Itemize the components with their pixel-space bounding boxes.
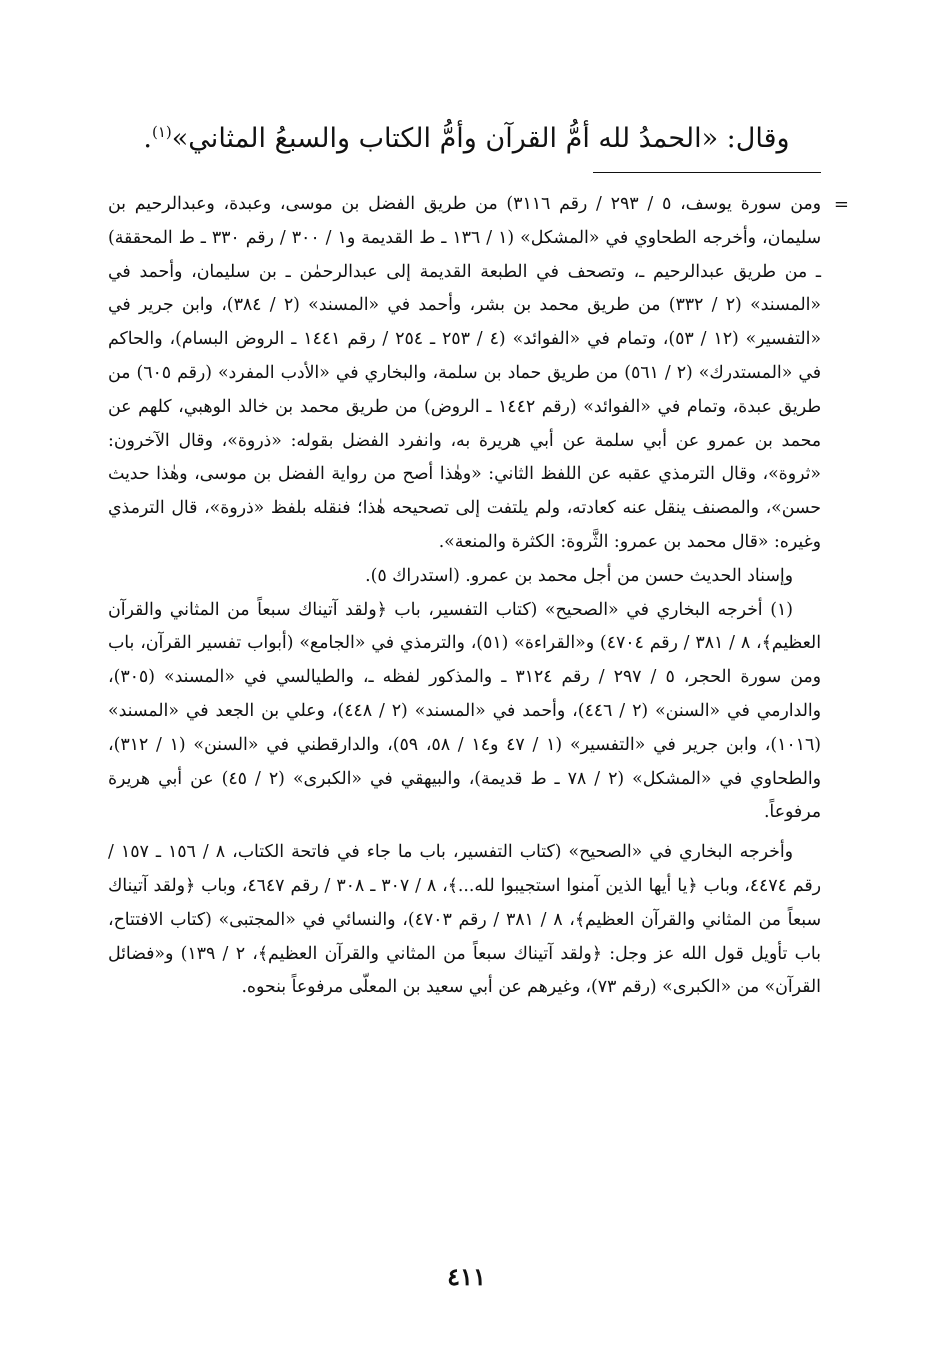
footnote-reference: (١) xyxy=(152,123,172,141)
footnotes xyxy=(108,188,849,1005)
page-number: ٤١١ xyxy=(447,1262,486,1291)
main-text xyxy=(120,112,813,159)
main-text-body: وقال: «الحمدُ لله أمُّ القرآن وأمُّ الكتاب والسبعُ المثاني» xyxy=(171,123,790,154)
footnote-continuation xyxy=(108,188,849,560)
footnote-separator xyxy=(593,172,821,173)
footnote-paragraph-4: وأخرجه البخاري في «الصحيح» (كتاب التفسير، باب ما جاء في فاتحة الكتاب، ٨ / ١٥٦ ـ ١٥٧ / رقم ٤٤٧٤، وباب ﴿يا أيها الذين آمنوا استجيبوا لله...﴾، ٨ / ٣٠٧ ـ ٣٠٨ / رقم ٤٦٤٧، وباب ﴿ولقد آتيناك سبعاً من المثاني والقرآن العظيم﴾، ٨ / ٣٨١ / رقم ٤٧٠٣)، والنسائي في «المجتبى» (كتاب الافتتاح، باب تأويل قول الله عز وجل: ﴿ولقد آتيناك سبعاً من المثاني والقرآن العظيم﴾، ٢ / ١٣٩) و«فضائل القرآن» من «الكبرى» (رقم ٧٣)، وغيرهم عن أبي سعيد بن المعلّى مرفوعاً بنحوه. xyxy=(108,842,821,998)
footnote-paragraph-3: (١) أخرجه البخاري في «الصحيح» (كتاب التفسير، باب ﴿ولقد آتيناك سبعاً من المثاني والقرآن العظيم﴾، ٨ / ٣٨١ / رقم ٤٧٠٤) و«القراءة» (٥١)، والترمذي في «الجامع» (أبواب تفسير القرآن، باب ومن سورة الحجر، ٥ / ٢٩٧ / رقم ٣١٢٤ ـ والمذكور لفظه ـ، والطيالسي في «المسند» (٣٠٥)، والدارمي في «السنن» (٢ / ٤٤٦)، وأحمد في «المسند» (٢ / ٤٤٨)، وعلي بن الجعد في «المسند» (١٠١٦)، وابن جرير في «التفسير» (١ / ٤٧ و١٤ / ٥٨، ٥٩)، والدارقطني في «السنن» (١ / ٣١٢)، والطحاوي في «المشكل» (٢ / ٧٨ ـ ط قديمة)، والبيهقي في «الكبرى» (٢ / ٤٥) عن أبي هريرة مرفوعاً. xyxy=(108,599,822,823)
main-text-period: . xyxy=(143,123,152,154)
footnote-paragraph-1: ومن سورة يوسف، ٥ / ٢٩٣ / رقم ٣١١٦) من طريق الفضل بن موسى، وعبدة، وعبدالرحيم بن سليمان، وأخرجه الطحاوي في «المشكل» (١ / ١٣٦ ـ ط القديمة و١ / ٣٠٠ / رقم ٣٣٠ ـ ط المحققة) ـ من طريق عبدالرحيم ـ، وتصحف في الطبعة القديمة إلى عبدالرحمٰن ـ بن سليمان، وأحمد في «المسند» (٢ / ٣٣٢) من طريق محمد بن بشر، وأحمد في «المسند» (٢ / ٣٨٤)، وابن جرير في «التفسير» (١٢ / ٥٣)، وتمام في «الفوائد» (٤ / ٢٥٣ ـ ٢٥٤ / رقم ١٤٤١ ـ الروض البسام)، والحاكم في «المستدرك» (٢ / ٥٦١) من طريق حماد بن سلمة، والبخاري في «الأدب المفرد» (رقم ٦٠٥) من طريق عبدة، وتمام في «الفوائد» (رقم ١٤٤٢ ـ الروض) من طريق محمد بن خالد الوهبي، كلهم عن محمد بن عمرو عن أبي سلمة عن أبي هريرة به، وانفرد الفضل بقوله: «ذروة»، وقال الآخرون: «ثروة»، وقال الترمذي عقبه عن اللفظ الثاني: «وهٰذا أصح من رواية الفضل بن موسى، وهٰذا حديث حسن»، والمصنف ينقل عنه كعادته، ولم يلتفت إلى تصحيحه هٰذا؛ فنقله بلفظ «ذروة»، قال الترمذي وغيره: «قال محمد بن عمرو: الثَّروة: الكثرة والمنعة». xyxy=(108,194,822,552)
footnote-paragraph-2: وإسناد الحديث حسن من أجل محمد بن عمرو. (استدراك ٥). xyxy=(365,565,793,586)
continuation-mark: = xyxy=(833,194,849,215)
